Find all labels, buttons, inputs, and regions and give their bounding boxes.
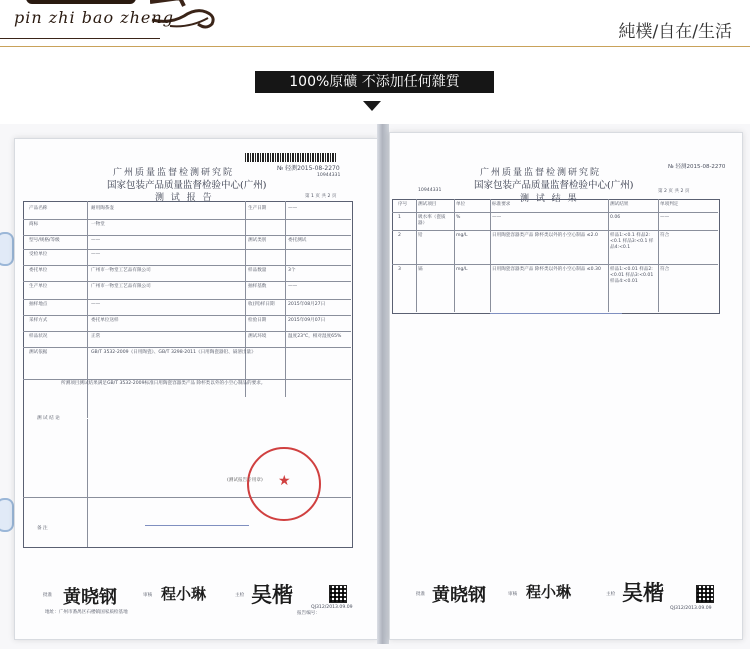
institute-name: 广州质量监督检测研究院 — [480, 168, 602, 178]
column-divider — [608, 199, 609, 312]
report-footer: 报告编号： — [297, 611, 320, 616]
brand-tagline: 純樸/自在/生活 — [618, 22, 732, 42]
document-title: 测 试 报 告 — [155, 193, 214, 203]
results-column-header: 测试结果 — [610, 202, 629, 207]
left-row-value: 委托单位送样 — [91, 318, 119, 323]
right-report-page — [389, 132, 743, 640]
arrow-down-icon — [363, 101, 381, 111]
report-address: 地址：广州市番禺区石楼镇国家质检基地 — [45, 610, 128, 615]
results-cell-verdict: 符合 — [660, 267, 670, 272]
results-row-divider — [392, 230, 718, 231]
results-cell-unit: % — [456, 215, 461, 220]
results-cell-verdict: —— — [660, 215, 670, 220]
row-divider — [23, 265, 351, 266]
page-indicator: 第 2 页 共 2 页 — [658, 189, 690, 194]
left-row-label: 受检单位 — [29, 252, 48, 257]
footer-code: QJ312/2013.09.09 — [670, 606, 712, 611]
left-side-label: 样品数量 — [248, 268, 267, 273]
results-cell-item: 吸水率（瓷质器） — [418, 215, 446, 226]
column-divider — [490, 199, 491, 312]
approve-label: 批准 — [416, 592, 426, 597]
approve-label: 批准 — [43, 593, 53, 598]
left-side-value: 委托测试 — [288, 238, 307, 243]
left-row-value: —— — [91, 302, 101, 307]
conclusion-text: 所测项目测试结果满足GB/T 3532-2009标准日用陶瓷容器类产品 除杯类以外的小空心制品的要求。 — [61, 381, 266, 386]
left-row-label: 抽样地点 — [29, 302, 48, 307]
left-row-label: 测试依据 — [29, 350, 48, 355]
column-divider — [454, 199, 455, 312]
left-row-label: 产品名称 — [29, 206, 48, 211]
left-side-label: 测试类别 — [248, 238, 267, 243]
binder-ring-icon — [0, 232, 14, 266]
row-divider — [23, 235, 351, 236]
review-label: 审核 — [143, 593, 153, 598]
inspector-label: 主检 — [235, 593, 245, 598]
left-side-value: 3个 — [288, 268, 296, 273]
header-divider-accent — [0, 38, 160, 39]
center-name: 国家包装产品质量监督检验中心(广州) — [107, 180, 267, 191]
results-column-header: 标准要求 — [492, 202, 511, 207]
left-side-label: 生产日期 — [248, 206, 267, 211]
results-cell-no: 3 — [398, 267, 401, 272]
results-cell-item: 铅 — [418, 233, 423, 238]
signature-reviewer: 程小琳 — [526, 583, 572, 601]
report-code: 10944331 — [317, 173, 341, 178]
report-number: № 轻测2015-08-2270 — [668, 164, 726, 170]
row-divider — [23, 299, 351, 300]
results-column-header: 单项判定 — [660, 202, 679, 207]
page-indicator: 第 1 页 共 2 页 — [305, 194, 337, 199]
left-side-label: 收(到)样日期 — [248, 302, 275, 307]
results-cell-result: 样品1:<0.01 样品2:<0.01 样品3:<0.01 样品4:<0.01 — [610, 267, 654, 284]
row-divider — [23, 281, 351, 282]
brand-slogan: pin zhi bao zheng — [14, 8, 174, 27]
center-name: 国家包装产品质量监督检验中心(广州) — [474, 180, 634, 191]
row-divider — [23, 219, 351, 220]
row-divider — [23, 249, 351, 250]
book-spine — [377, 124, 389, 644]
results-cell-verdict: 符合 — [660, 233, 670, 238]
left-side-label: 测试环境 — [248, 334, 267, 339]
results-cell-item: 镉 — [418, 267, 423, 272]
signature-approver: 黄晓钢 — [432, 585, 486, 606]
binder-ring-icon — [0, 498, 14, 532]
left-row-value: 广州市一物堂工艺品有限公司 — [91, 268, 151, 273]
results-cell-no: 2 — [398, 233, 401, 238]
qr-code-icon — [696, 585, 714, 603]
column-divider — [658, 199, 659, 312]
left-side-value: —— — [288, 206, 298, 211]
left-side-value: 温度23℃，相对湿度65% — [288, 334, 342, 339]
report-number: № 轻测2015-08-2270 — [277, 165, 340, 172]
left-row-label: 商标 — [29, 222, 39, 227]
left-side-value: 2015年08月27日 — [288, 302, 326, 307]
left-row-value: 一物堂 — [91, 222, 105, 227]
results-cell-requirement: 日用陶瓷容器类产品 除杯类以外的小空心制品 ≤0.30 — [492, 267, 601, 272]
left-row-value: 正常 — [91, 334, 101, 339]
barcode — [245, 153, 337, 162]
results-column-header: 测试项目 — [418, 202, 437, 207]
results-cell-requirement: 日用陶瓷容器类产品 除杯类以外的小空心制品 ≤2.0 — [492, 233, 598, 238]
signature-reviewer: 程小琳 — [161, 585, 207, 603]
left-row-value: GB/T 3532-2009《日用陶瓷》、GB/T 3298-2011《日用陶瓷器铅、镉溶出量》 — [91, 350, 256, 355]
left-side-label: 抽样基数 — [248, 284, 267, 289]
signature-inspector: 吴楷 — [251, 582, 293, 607]
results-row-divider — [392, 212, 718, 213]
left-row-label: 采样方式 — [29, 318, 48, 323]
qr-caption: QJ312/2013.09.09 — [311, 605, 353, 610]
left-report-page — [14, 138, 378, 640]
left-row-label: 委托单位 — [29, 268, 48, 273]
results-cell-no: 1 — [398, 215, 401, 220]
inspector-label: 主检 — [606, 592, 616, 597]
left-row-label: 型号/规格/等级 — [29, 238, 60, 243]
row-divider — [23, 331, 351, 332]
report-code: 10944331 — [418, 188, 442, 193]
row-divider — [23, 315, 351, 316]
logo-mark — [26, 0, 136, 4]
official-seal-icon: ★ — [247, 447, 321, 521]
results-cell-result: 样品1:<0.1 样品2:<0.1 样品3:<0.1 样品4:<0.1 — [610, 233, 654, 250]
left-row-label: 生产单位 — [29, 284, 48, 289]
left-row-value: 耐用陶茶壶 — [91, 206, 114, 211]
results-column-header: 单位 — [456, 202, 466, 207]
row-divider — [23, 347, 351, 348]
institute-name: 广州质量监督检测研究院 — [113, 168, 235, 178]
qr-code-icon — [329, 585, 347, 603]
header-divider — [0, 46, 750, 47]
left-side-value: —— — [288, 284, 298, 289]
left-side-value: 2015年09月07日 — [288, 318, 326, 323]
left-row-value: —— — [91, 252, 101, 257]
left-side-label: 检验日期 — [248, 318, 267, 323]
left-row-value: —— — [91, 238, 101, 243]
column-divider — [416, 199, 417, 312]
results-row-divider — [392, 264, 718, 265]
left-row-value: 广州市一物堂工艺品有限公司 — [91, 284, 151, 289]
results-cell-result: 0.06 — [610, 215, 621, 220]
signature-inspector: 吴楷 — [622, 580, 664, 605]
results-cell-unit: mg/L — [456, 233, 468, 238]
results-column-header: 序号 — [398, 202, 408, 207]
results-cell-unit: mg/L — [456, 267, 468, 272]
signature-approver: 黄晓钢 — [63, 587, 117, 608]
review-label: 审核 — [508, 592, 518, 597]
seal-caption: (测试报告专用章) — [227, 478, 263, 483]
left-row-label: 样品状况 — [29, 334, 48, 339]
purity-banner: 100%原礦 不添加任何雜質 — [255, 71, 494, 93]
document-title: 测 试 结 果 — [520, 194, 579, 204]
remark-label: 备 注 — [37, 526, 48, 531]
conclusion-label: 测 试 结 论 — [37, 416, 60, 421]
results-cell-requirement: —— — [492, 215, 502, 220]
